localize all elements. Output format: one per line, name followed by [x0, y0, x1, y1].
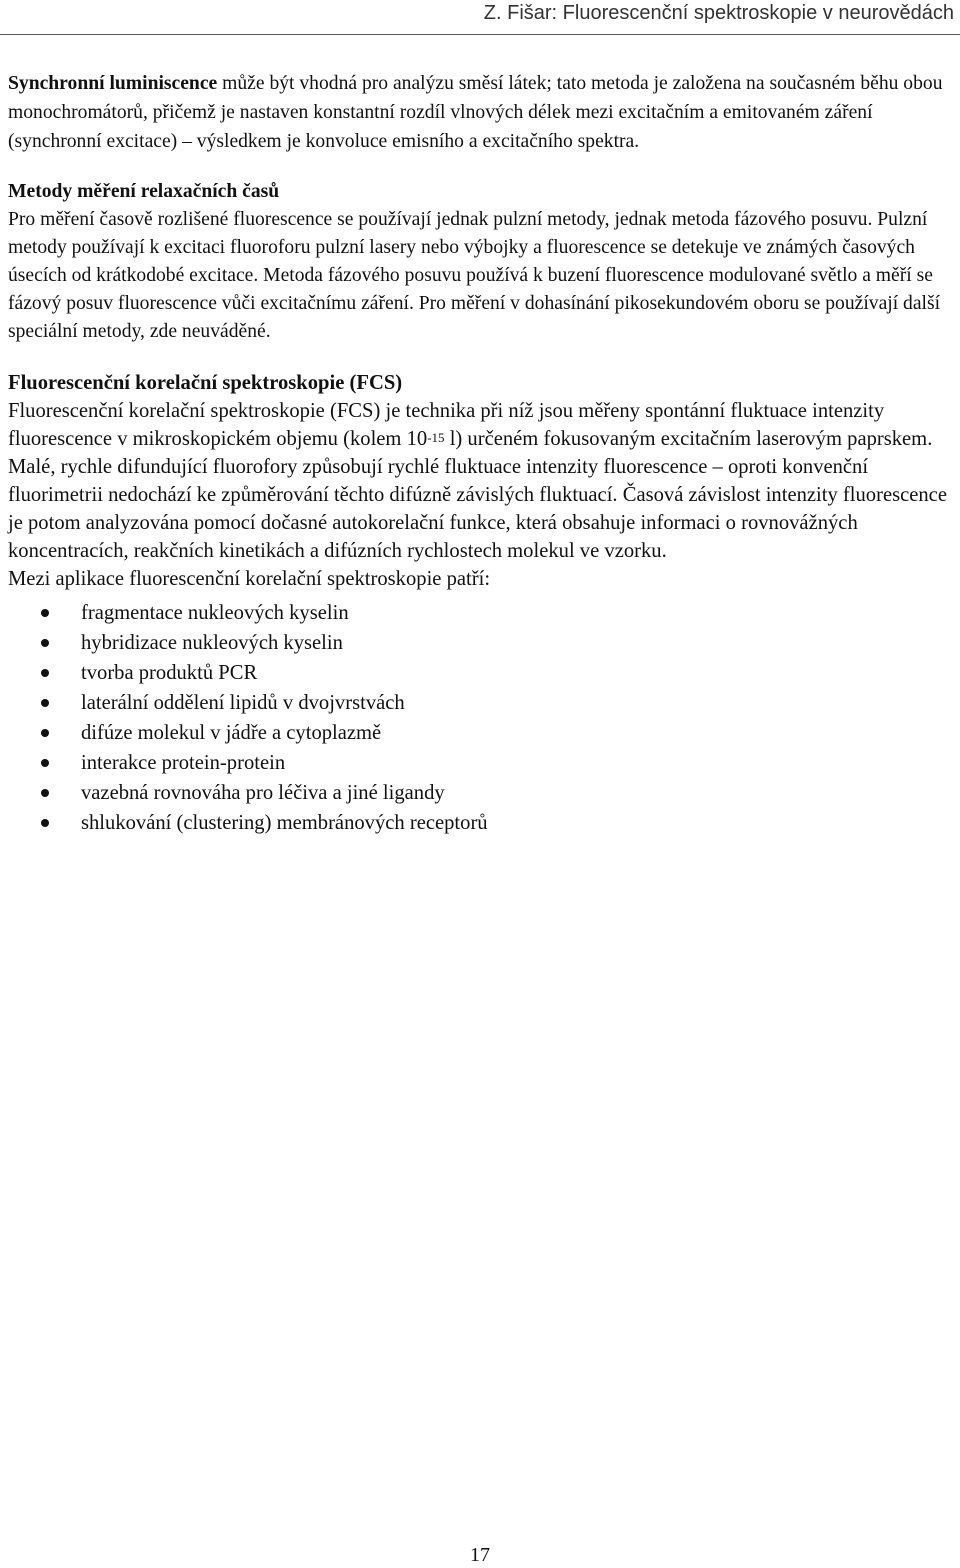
relaxation-heading: Metody měření relaxačních časů	[8, 181, 280, 203]
synchronous-luminescence-text: může být vhodná pro analýzu směsí látek; tato metoda je založena na současném běhu obou monochromátorů, přičemž je nastaven konstantní rozdíl vlnových délek mezi excitačním a emitovaném záření (synchronní excitace) – výsledkem je konvoluce emisního a excitačního spektra.	[8, 73, 943, 152]
bullet-icon	[41, 669, 49, 677]
bullet-icon	[41, 759, 49, 767]
bullet-icon	[41, 609, 49, 617]
page-number: 17	[470, 1544, 490, 1566]
header-divider	[0, 34, 960, 35]
list-item: shlukování (clustering) membránových receptorů	[8, 808, 954, 838]
list-item: hybridizace nukleových kyselin	[8, 628, 954, 658]
bullet-icon	[41, 729, 49, 737]
bullet-icon	[41, 639, 49, 647]
list-item: fragmentace nukleových kyselin	[8, 598, 954, 628]
list-item: laterální oddělení lipidů v dvojvrstvách	[8, 688, 954, 718]
relaxation-section	[8, 178, 954, 346]
list-item: vazebná rovnováha pro léčiva a jiné ligandy	[8, 778, 954, 808]
fcs-section	[8, 369, 954, 593]
fcs-volume-exponent: -15	[427, 430, 445, 446]
synchronous-luminescence-term: Synchronní luminiscence	[8, 73, 218, 94]
page-content	[8, 70, 954, 838]
fcs-applications-intro: Mezi aplikace fluorescenční korelační spektroskopie patří:	[8, 568, 491, 591]
bullet-icon	[41, 819, 49, 827]
list-item: interakce protein-protein	[8, 748, 954, 778]
fcs-text-part1: Fluorescenční korelační spektroskopie (FCS) je technika při níž jsou měřeny spontánní fluktuace intenzity fluorescence v mikroskopickém objemu (kolem 10	[8, 400, 885, 451]
bullet-icon	[41, 789, 49, 797]
running-header: Z. Fišar: Fluorescenční spektroskopie v neurovědách	[483, 2, 954, 24]
fcs-text-part2: l) určeném fokusovaným excitačním laserovým paprskem. Malé, rychle difundující fluorofory způsobují rychlé fluktuace intenzity fluorescence – oproti konvenční fluorimetrii nedochází ke způměrování těchto difúzně závislých fluktuací. Časová závislost intenzity fluorescence je potom analyzována pomocí dočasné autokorelační funkce, která obsahuje informaci o rovnovážných koncentracích, reakčních kinetikách a difúzních rychlostech molekul ve vzorku.	[8, 428, 947, 563]
relaxation-text: Pro měření časově rozlišené fluorescence se používají jednak pulzní metody, jednak metoda fázového posuvu. Pulzní metody používají k excitaci fluoroforu pulzní lasery nebo výbojky a fluorescence se detekuje ve známých časových úsecích od krátkodobé excitace. Metoda fázového posuvu používá k buzení fluorescence modulované světlo a měří se fázový posuv fluorescence vůči excitačnímu záření. Pro měření v dohasínání pikosekundovém oboru se používají další speciální metody, zde neuváděné.	[8, 209, 941, 343]
synchronous-luminescence-paragraph	[8, 70, 954, 156]
bullet-icon	[41, 699, 49, 707]
list-item: tvorba produktů PCR	[8, 658, 954, 688]
list-item: difúze molekul v jádře a cytoplazmě	[8, 718, 954, 748]
fcs-heading: Fluorescenční korelační spektroskopie (FCS)	[8, 372, 403, 395]
fcs-applications-list	[8, 598, 954, 838]
